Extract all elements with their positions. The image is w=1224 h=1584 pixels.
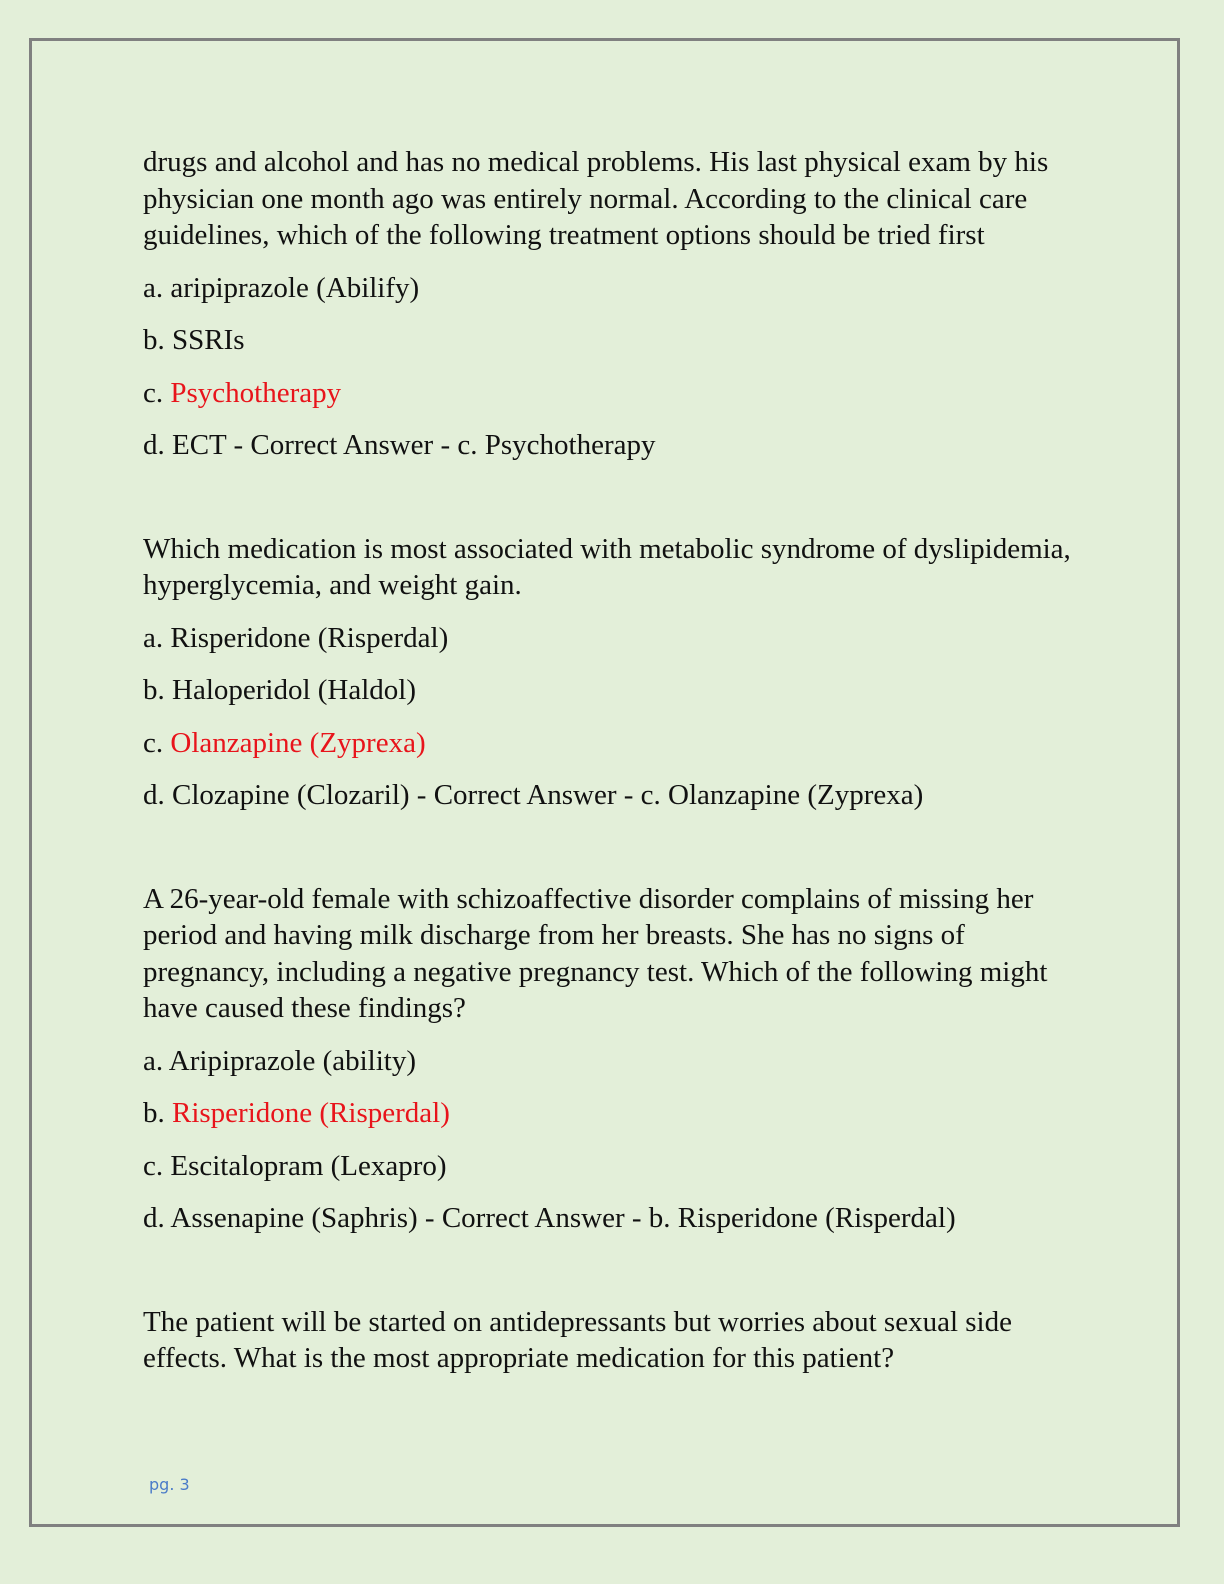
document-body	[143, 144, 1078, 1377]
answer-option-b: b. SSRIs	[143, 324, 245, 356]
question-text: The patient will be started on antidepressants but worries about sexual side effects. What is the most appropriate medication for this patient?	[143, 1305, 1012, 1374]
answer-option-b: b. Haloperidol (Haldol)	[143, 674, 417, 706]
answer-option-d: d. Assenapine (Saphris) - Correct Answer - b. Risperidone (Risperdal)	[143, 1202, 956, 1234]
answer-option-b: b. Risperidone (Risperdal)	[143, 1097, 450, 1129]
highlighted-answer: Psychotherapy	[170, 376, 342, 409]
highlighted-answer: Risperidone (Risperdal)	[172, 1097, 450, 1129]
page-number: pg. 3	[149, 1475, 190, 1494]
question-text: drugs and alcohol and has no medical problems. His last physical exam by his physician one month ago was entirely normal. According to the clinical care guidelines, which of the following treatment options should be tried first	[143, 146, 1049, 251]
question-text: A 26-year-old female with schizoaffective disorder complains of missing her period and having milk discharge from her breasts. She has no signs of pregnancy, including a negative pregnancy test. Which of the following might have caused these findings?	[143, 882, 1048, 1024]
answer-option-d: d. ECT - Correct Answer - c. Psychotherapy	[143, 429, 656, 461]
answer-option-c: c. Psychotherapy	[143, 376, 342, 409]
answer-option-c: c. Escitalopram (Lexapro)	[143, 1149, 447, 1182]
highlighted-answer: Olanzapine (Zyprexa)	[170, 726, 426, 759]
answer-option-c: c. Olanzapine (Zyprexa)	[143, 726, 426, 759]
question-text: Which medication is most associated with metabolic syndrome of dyslipidemia, hyperglycemia, and weight gain.	[143, 532, 1071, 601]
answer-option-a: a. aripiprazole (Abilify)	[143, 271, 420, 304]
answer-option-d: d. Clozapine (Clozaril) - Correct Answer - c. Olanzapine (Zyprexa)	[143, 779, 924, 811]
answer-option-a: a. Aripiprazole (ability)	[143, 1044, 416, 1077]
answer-option-a: a. Risperidone (Risperdal)	[143, 621, 449, 654]
